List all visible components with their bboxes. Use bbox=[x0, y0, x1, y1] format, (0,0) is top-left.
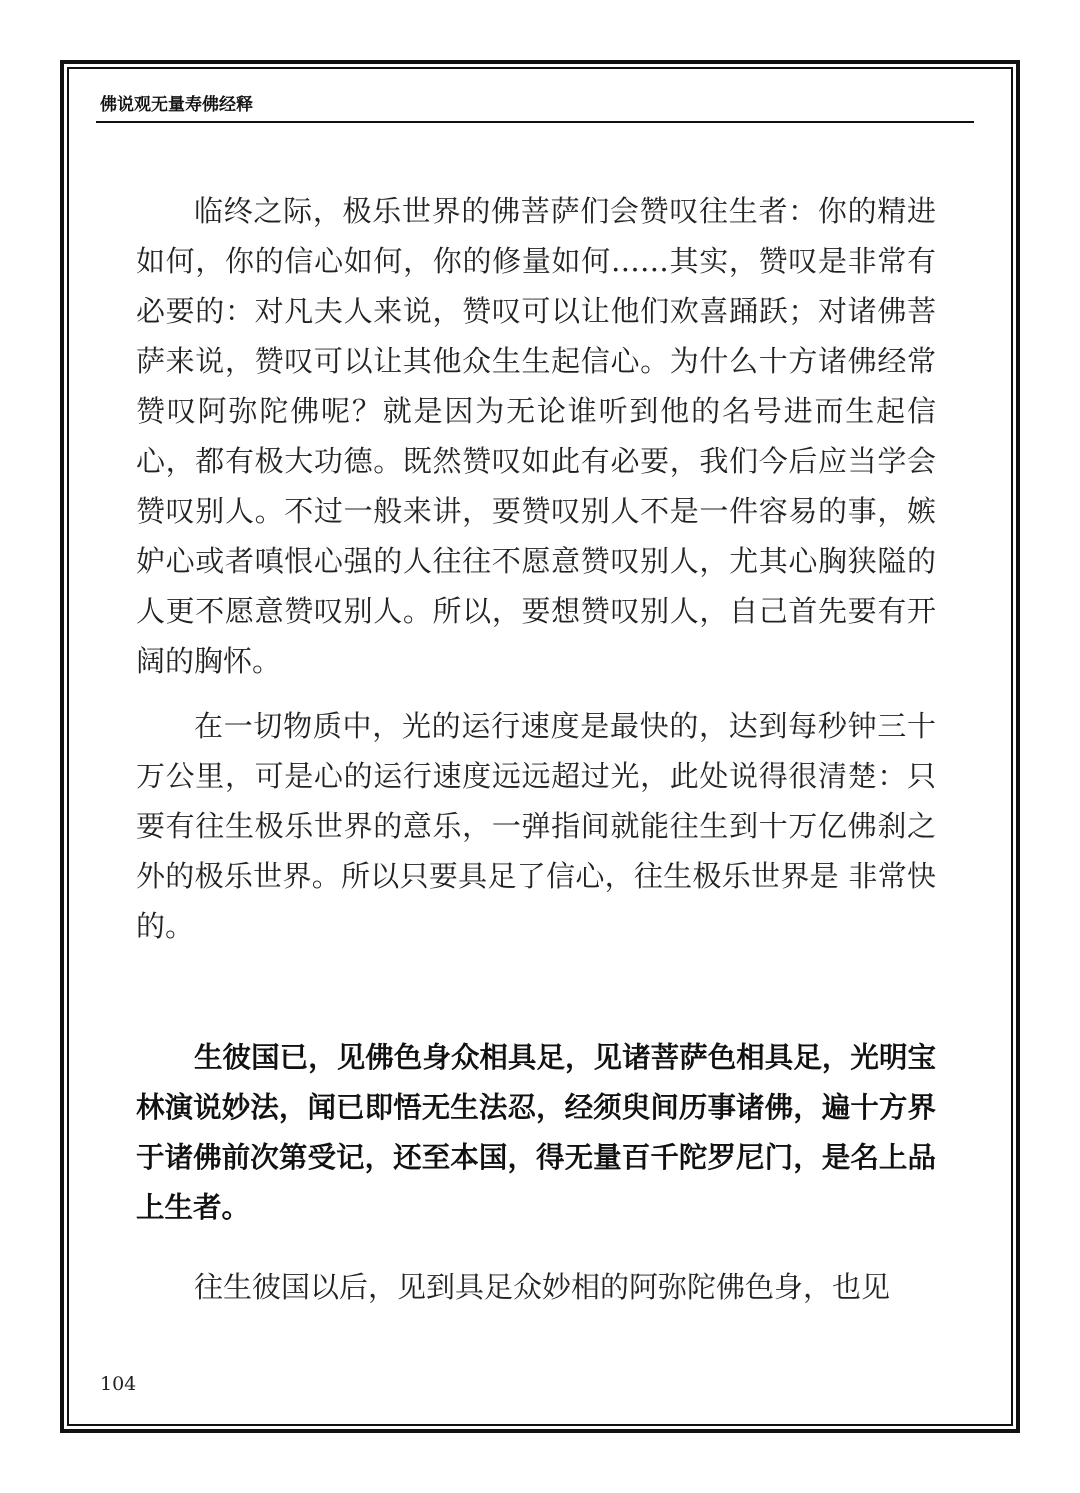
page-number: 104 bbox=[100, 1373, 137, 1395]
paragraph-1: 临终之际，极乐世界的佛菩萨们会赞叹往生者：你的精进如何，你的信心如何，你的修量如何……其实，赞叹是非常有必要的：对凡夫人来说，赞叹可以让他们欢喜踊跃；对诸佛菩萨来说，赞叹可以让其他众生生起信心。为什么十方诸佛经常赞叹阿弥陀佛呢？就是因为无论谁听到他的名号进而生起信心，都有极大功德。既然赞叹如此有必要，我们今后应当学会赞叹别人。不过一般来讲，要赞叹别人不是一件容易的事，嫉妒心或者嗔恨心强的人往往不愿意赞叹别人，尤其心胸狭隘的人更不愿意赞叹别人。所以，要想赞叹别人，自己首先要有开阔的胸怀。 bbox=[136, 194, 936, 678]
sutra-quote-paragraph: 生彼国已，见佛色身众相具足，见诸菩萨色相具足，光明宝林演说妙法，闻已即悟无生法忍，经须臾间历事诸佛，遍十方界于诸佛前次第受记，还至本国，得无量百千陀罗尼门，是名上品上生者。 bbox=[136, 1041, 936, 1224]
running-header-title: 佛说观无量寿佛经释 bbox=[100, 95, 253, 115]
header-rule bbox=[96, 121, 974, 123]
paragraph-4: 往生彼国以后，见到具足众妙相的阿弥陀佛色身，也见 bbox=[194, 1270, 891, 1304]
paragraph-2: 在一切物质中，光的运行速度是最快的，达到每秒钟三十万公里，可是心的运行速度远远超过光，此处说得很清楚：只要有往生极乐世界的意乐，一弹指间就能往生到十万亿佛刹之外的极乐世界。所以只要具足了信心，往生极乐世界是 非常快的。 bbox=[136, 709, 936, 943]
